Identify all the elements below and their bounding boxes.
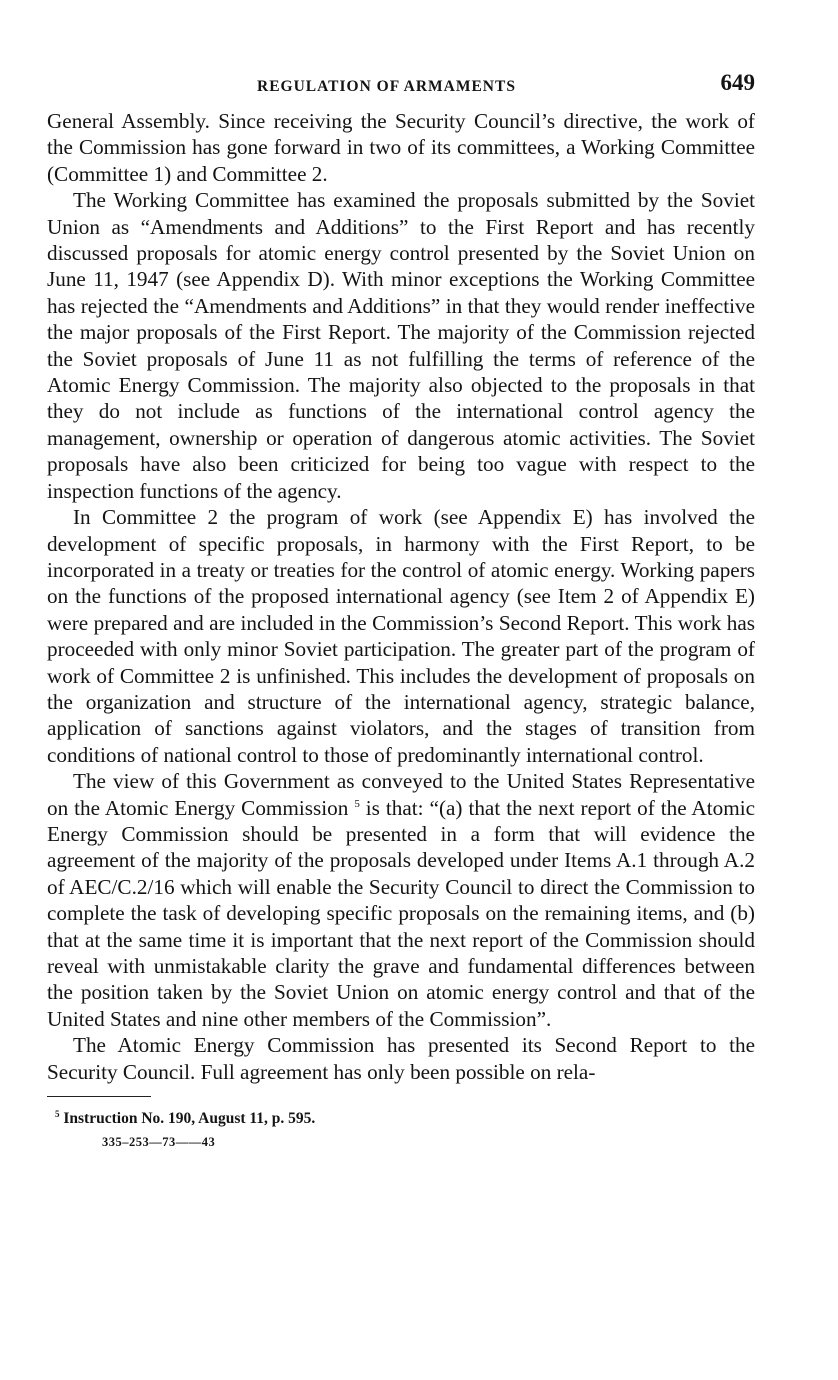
page-number: 649: [720, 70, 755, 95]
footnote-reference: 5: [354, 797, 360, 810]
running-title: REGULATION OF ARMAMENTS: [257, 78, 516, 95]
footnote-divider: [47, 1096, 151, 1097]
footnote: [55, 1109, 755, 1129]
paragraph-text-before-ref: The view of this Government as conveyed to the United States Representative on the Atomic Energy Commission: [47, 769, 755, 820]
footnote-mark: 5: [55, 1108, 60, 1119]
paragraph-committee-2: In Committee 2 the program of work (see Appendix E) has involved the development of specific proposals, in harmony with the First Report, to be incorporated in a treaty or treaties for the control of atomic energy. Working papers on the functions of the proposed international agency (see Item 2 of Appendix E) were prepared and are included in the Commission’s Second Report. This work has proceeded with only minor Soviet participation. The greater part of the program of work of Committee 2 is unfinished. This includes the development of proposals on the organization and structure of the international agency, strategic balance, application of sanctions against violators, and the stages of transition from conditions of national control to those of predominantly international control.: [47, 505, 755, 767]
printer-code: 335–253—73——43: [102, 1135, 216, 1150]
running-head: [47, 72, 755, 108]
paragraph-working-committee: The Working Committee has examined the proposals submitted by the Soviet Union as “Amendments and Additions” to the First Report and has recently discussed proposals for atomic energy control presented by the Soviet Union on June 11, 1947 (see Appendix D). With minor exceptions the Working Committee has rejected the “Amendments and Additions” in that they would render ineffective the major proposals of the First Report. The majority of the Commission rejected the Soviet proposals of June 11 as not fulfilling the terms of reference of the Atomic Energy Commission. The majority also objected to the proposals in that they do not include as functions of the international control agency the management, ownership or operation of dangerous atomic activities. The Soviet proposals have also been criticized for being too vague with respect to the inspection functions of the agency.: [47, 188, 755, 503]
paragraph-text-after-ref: is that: “(a) that the next report of the Atomic Energy Commission should be presented in a form that will evidence the agreement of the majority of the proposals developed under Items A.1 through A.2 of AEC/C.2/16 which will enable the Security Council to direct the Commission to complete the task of developing specific proposals on the remaining items, and (b) that at the same time it is important that the next report of the Commission should reveal with unmistakable clarity the grave and fundamental differences between the position taken by the Soviet Union on atomic energy control and that of the United States and nine other members of the Commission”.: [47, 795, 755, 1031]
page: [47, 72, 755, 1150]
paragraph-second-report: The Atomic Energy Commission has presented its Second Report to the Security Council. Full agreement has only been possible on rela-: [47, 1033, 755, 1084]
footnote-text: Instruction No. 190, August 11, p. 595.: [63, 1110, 316, 1128]
paragraph-government-view: [47, 768, 755, 1032]
paragraph-continuation: General Assembly. Since receiving the Security Council’s directive, the work of the Commission has gone forward in two of its committees, a Working Committee (Committee 1) and Committee 2.: [47, 109, 755, 186]
body-text: [47, 108, 755, 1085]
